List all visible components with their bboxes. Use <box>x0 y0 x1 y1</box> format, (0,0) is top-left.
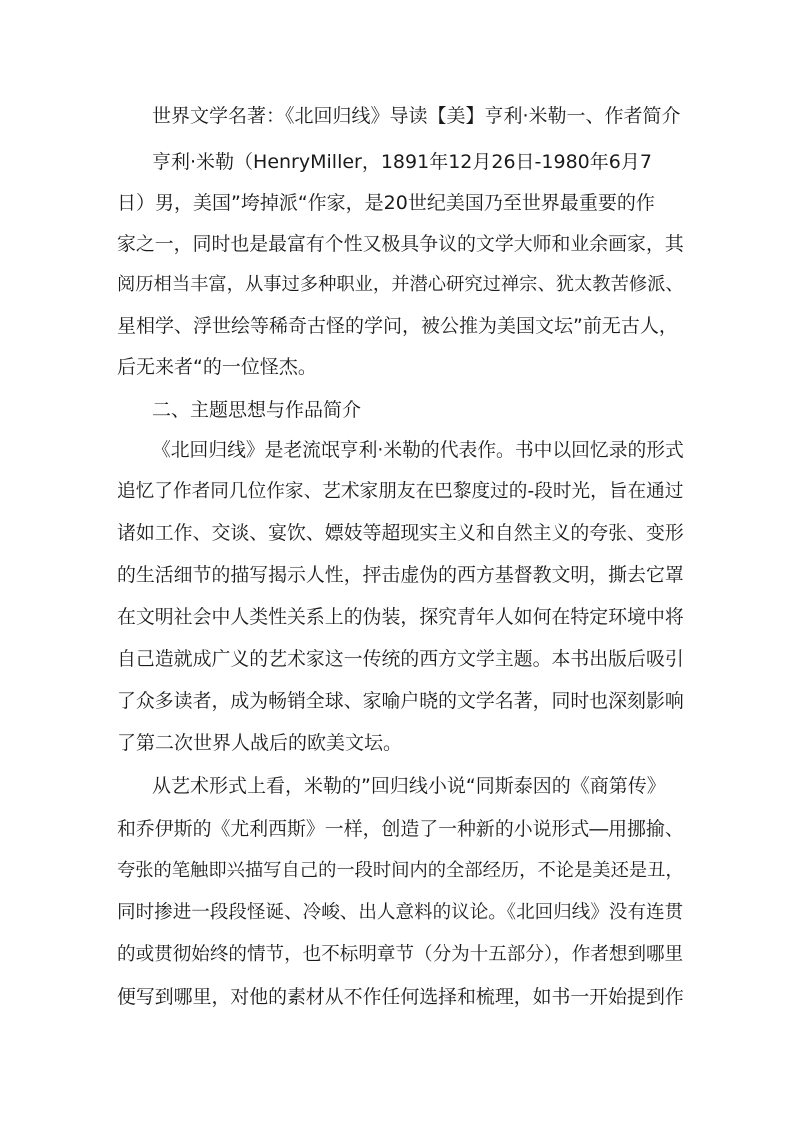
section-heading: 二、主题思想与作品简介 <box>152 399 362 421</box>
body-line: 阅历相当丰富，从事过多种职业，并潜心研究过禅宗、犹太教苦修派、 <box>117 274 684 295</box>
body-line: 从艺术形式上看，米勒的”回归线小说“同斯泰因的《商第传》 <box>152 775 666 797</box>
body-line: 诸如工作、交谈、宴饮、嫖妓等超现实主义和自然主义的夸张、变形 <box>117 522 684 544</box>
body-line: 追忆了作者同几位作家、艺术家朋友在巴黎度过的-段时光，旨在通过 <box>117 481 684 502</box>
body-line: 的或贯彻始终的情节，也不标明章节（分为十五部分），作者想到哪里 <box>117 944 684 965</box>
body-line: 在文明社会中人类性关系上的伪装，探究青年人如何在特定环境中将 <box>117 606 684 628</box>
body-line: 星相学、浮世绘等稀奇古怪的学问，被公推为美国文坛”前无古人， <box>117 315 678 337</box>
body-line: 《北回归线》是老流氓亨利·米勒的代表作。书中以回忆录的形式 <box>152 440 684 461</box>
body-line: 后无来者“的一位怪杰。 <box>117 356 317 378</box>
body-line: 自己造就成广义的艺术家这一传统的西方文学主题。本书出版后吸引 <box>117 648 684 670</box>
body-line: 同时掺进一段段怪诞、冷峻、出人意料的议论。《北回归线》没有连贯 <box>117 902 684 923</box>
body-line: 夸张的笔触即兴描写自己的一段时间内的全部经历，不论是美还是丑， <box>117 860 684 881</box>
heading-line: 世界文学名著：《北回归线》导读【美】亨利·米勒一、作者简介 <box>152 105 681 127</box>
body-line: 便写到哪里，对他的素材从不作任何选择和梳理，如书一开始提到作 <box>117 986 684 1008</box>
body-line: 日）男，美国”垮掉派“作家，是20世纪美国乃至世界最重要的作 <box>117 192 655 214</box>
body-line: 了众多读者，成为畅销全球、家喻户晓的文学名著，同时也深刻影响 <box>117 690 684 712</box>
body-line: 了第二次世界人战后的欧美文坛。 <box>117 732 403 754</box>
body-line: 的生活细节的描写揭示人性，抨击虚伪的西方基督教文明，撕去它罩 <box>117 564 684 586</box>
body-line: 亨利·米勒（HenryMiller，1891年12月26日-1980年6月7 <box>152 151 652 173</box>
body-line: 和乔伊斯的《尤利西斯》一样，创造了一种新的小说形式―用挪揄、 <box>117 818 684 840</box>
body-line: 家之一，同时也是最富有个性又极具争议的文学大师和业余画家，其 <box>117 233 684 255</box>
